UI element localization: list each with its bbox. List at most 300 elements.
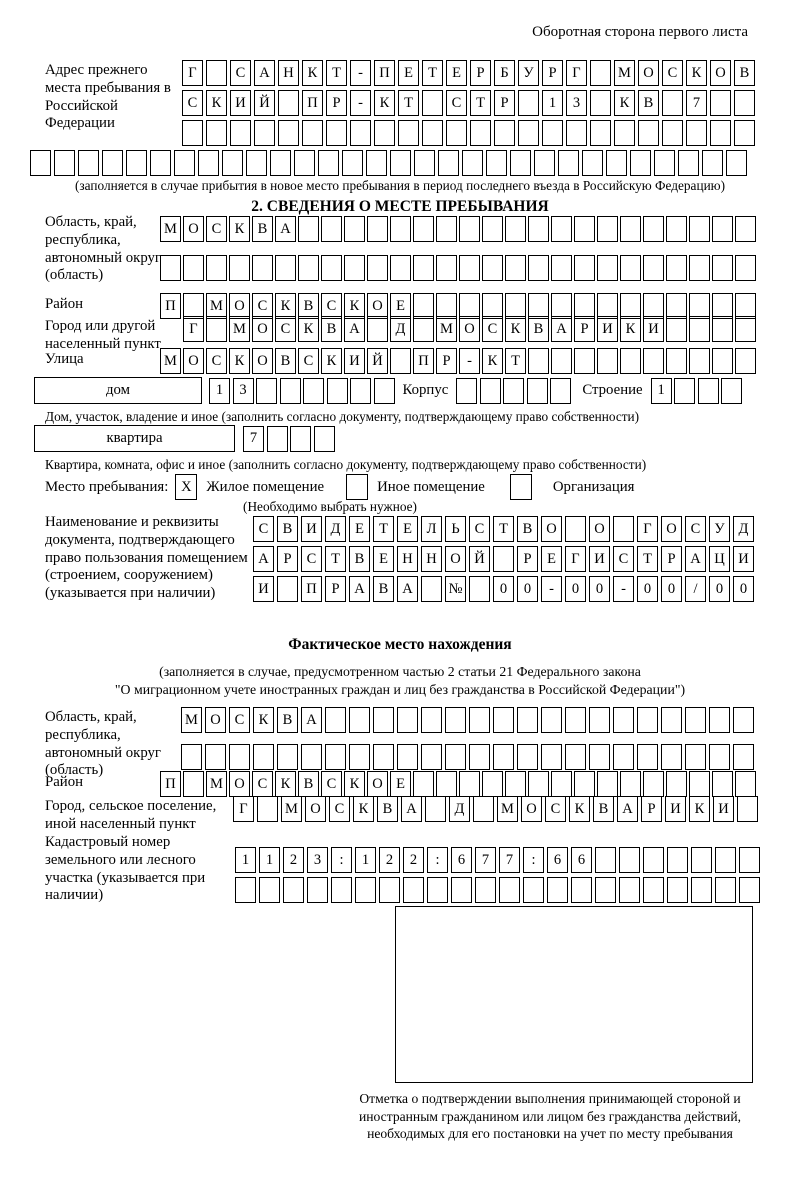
- char-cell: [183, 255, 204, 281]
- char-cell: [739, 847, 760, 873]
- ulitsa-label: Улица: [45, 351, 84, 367]
- char-cell: Р: [277, 546, 298, 572]
- apartment-number-cells: [243, 426, 335, 452]
- char-cell: Е: [373, 546, 394, 572]
- char-cell: М: [206, 293, 227, 319]
- char-cell: Р: [326, 90, 347, 116]
- char-cell: П: [374, 60, 395, 86]
- char-cell: [462, 150, 483, 176]
- char-cell: [421, 744, 442, 770]
- house-note: Дом, участок, владение и иное (заполнить согласно документу, подтверждающему право собственности): [45, 409, 640, 424]
- char-cell: [734, 90, 755, 116]
- char-cell: [325, 744, 346, 770]
- char-cell: [551, 255, 572, 281]
- char-cell: Д: [733, 516, 754, 542]
- char-cell: [229, 744, 250, 770]
- fact-note-line2: "О миграционном учете иностранных граждан и лиц без гражданства в Российской Федерации"): [114, 682, 686, 697]
- char-cell: О: [183, 216, 204, 242]
- char-cell: П: [301, 576, 322, 602]
- char-cell: [277, 576, 298, 602]
- char-cell: М: [229, 316, 250, 342]
- char-cell: [259, 877, 280, 903]
- char-cell: [517, 744, 538, 770]
- kadastr-label: Кадастровый номер земельного или лесного участка (указывается при наличии): [45, 834, 206, 904]
- prev-address-label: Адрес прежнего места пребывания в Российской Федерации: [45, 62, 171, 132]
- char-cell: Е: [390, 771, 411, 797]
- char-cell: Т: [637, 546, 658, 572]
- char-cell: [318, 150, 339, 176]
- char-cell: [427, 877, 448, 903]
- char-cell: [469, 707, 490, 733]
- char-cell: С: [301, 546, 322, 572]
- char-cell: Е: [397, 516, 418, 542]
- char-cell: 7: [499, 847, 520, 873]
- raion-label: Район: [45, 296, 84, 312]
- char-cell: К: [614, 90, 635, 116]
- char-cell: [571, 877, 592, 903]
- char-cell: Г: [183, 316, 204, 342]
- char-grid-row: [235, 877, 760, 903]
- char-cell: И: [253, 576, 274, 602]
- char-cell: [597, 771, 618, 797]
- char-cell: Т: [493, 516, 514, 542]
- char-cell: [446, 120, 467, 146]
- char-cell: С: [662, 60, 683, 86]
- char-cell: К: [229, 216, 250, 242]
- char-cell: [403, 877, 424, 903]
- char-cell: [206, 60, 227, 86]
- char-cell: О: [252, 348, 273, 374]
- char-cell: М: [160, 348, 181, 374]
- char-cell: [493, 744, 514, 770]
- char-cell: Р: [325, 576, 346, 602]
- char-cell: [54, 150, 75, 176]
- stroenie-label: Строение: [582, 382, 643, 398]
- page-side-note: Оборотная сторона первого листа: [532, 24, 748, 40]
- char-cell: [367, 216, 388, 242]
- char-cell: [327, 378, 348, 404]
- char-cell: О: [445, 546, 466, 572]
- char-cell: :: [427, 847, 448, 873]
- fact-raion-label: Район: [45, 774, 84, 790]
- char-cell: [373, 744, 394, 770]
- char-cell: [712, 216, 733, 242]
- char-cell: А: [685, 546, 706, 572]
- char-cell: [182, 120, 203, 146]
- char-cell: А: [397, 576, 418, 602]
- char-cell: О: [205, 707, 226, 733]
- ulitsa-grid: [160, 348, 756, 374]
- char-cell: К: [505, 316, 526, 342]
- char-cell: [421, 576, 442, 602]
- char-cell: [235, 877, 256, 903]
- char-cell: [590, 60, 611, 86]
- char-cell: О: [367, 293, 388, 319]
- char-cell: [342, 150, 363, 176]
- char-cell: [551, 348, 572, 374]
- char-cell: Н: [421, 546, 442, 572]
- char-cell: Р: [661, 546, 682, 572]
- char-cell: [620, 348, 641, 374]
- char-cell: [254, 120, 275, 146]
- char-cell: [344, 255, 365, 281]
- char-cell: А: [617, 796, 638, 822]
- char-cell: [518, 90, 539, 116]
- char-cell: [661, 744, 682, 770]
- char-cell: [528, 348, 549, 374]
- char-cell: [590, 120, 611, 146]
- char-cell: К: [689, 796, 710, 822]
- house-box: дом: [34, 377, 202, 404]
- apartment-row: [34, 425, 335, 452]
- char-cell: Р: [542, 60, 563, 86]
- char-cell: С: [182, 90, 203, 116]
- char-cell: Р: [494, 90, 515, 116]
- char-cell: [662, 90, 683, 116]
- char-cell: [712, 771, 733, 797]
- char-cell: С: [229, 707, 250, 733]
- checkbox-organization: [510, 474, 532, 500]
- char-cell: А: [551, 316, 572, 342]
- char-cell: Ц: [709, 546, 730, 572]
- char-cell: Е: [390, 293, 411, 319]
- korpus-label: Корпус: [402, 382, 449, 398]
- char-cell: [643, 255, 664, 281]
- char-cell: 0: [493, 576, 514, 602]
- char-cell: Д: [449, 796, 470, 822]
- char-cell: И: [344, 348, 365, 374]
- char-cell: [181, 744, 202, 770]
- char-cell: [737, 796, 758, 822]
- oblast-grid: [160, 216, 756, 281]
- char-cell: Т: [326, 60, 347, 86]
- char-cell: 2: [379, 847, 400, 873]
- char-cell: [421, 707, 442, 733]
- char-cell: [278, 120, 299, 146]
- char-cell: С: [298, 348, 319, 374]
- char-cell: О: [521, 796, 542, 822]
- prev-address-overflow-row: [30, 150, 747, 176]
- char-cell: Т: [422, 60, 443, 86]
- char-cell: К: [374, 90, 395, 116]
- char-cell: [550, 378, 571, 404]
- char-cell: [505, 216, 526, 242]
- char-cell: [246, 150, 267, 176]
- char-cell: [638, 120, 659, 146]
- char-cell: 0: [565, 576, 586, 602]
- char-cell: 1: [651, 378, 672, 404]
- char-cell: [630, 150, 651, 176]
- char-cell: [597, 216, 618, 242]
- char-cell: К: [206, 90, 227, 116]
- char-cell: И: [713, 796, 734, 822]
- char-cell: [469, 744, 490, 770]
- char-cell: Е: [349, 516, 370, 542]
- char-cell: [733, 744, 754, 770]
- char-cell: [528, 216, 549, 242]
- char-cell: [712, 316, 733, 342]
- char-cell: [510, 150, 531, 176]
- char-cell: [619, 847, 640, 873]
- char-cell: 1: [355, 847, 376, 873]
- char-cell: С: [685, 516, 706, 542]
- char-cell: [666, 255, 687, 281]
- apartment-note: Квартира, комната, офис и иное (заполнить согласно документу, подтверждающему право собственности): [45, 457, 647, 472]
- char-cell: А: [275, 216, 296, 242]
- char-cell: 6: [571, 847, 592, 873]
- char-cell: [735, 255, 756, 281]
- char-cell: [712, 255, 733, 281]
- char-cell: В: [638, 90, 659, 116]
- char-cell: [413, 771, 434, 797]
- char-cell: Н: [397, 546, 418, 572]
- char-cell: О: [638, 60, 659, 86]
- char-cell: [298, 255, 319, 281]
- char-cell: [222, 150, 243, 176]
- char-cell: -: [459, 348, 480, 374]
- char-cell: С: [253, 516, 274, 542]
- char-cell: [379, 877, 400, 903]
- char-cell: И: [589, 546, 610, 572]
- char-cell: А: [401, 796, 422, 822]
- char-cell: [344, 216, 365, 242]
- char-cell: О: [367, 771, 388, 797]
- char-cell: 7: [475, 847, 496, 873]
- char-cell: К: [353, 796, 374, 822]
- fact-oblast-grid: [181, 707, 754, 770]
- char-cell: К: [686, 60, 707, 86]
- char-cell: [355, 877, 376, 903]
- char-cell: [637, 744, 658, 770]
- char-cell: [499, 877, 520, 903]
- char-cell: В: [321, 316, 342, 342]
- char-cell: [619, 877, 640, 903]
- char-cell: [613, 744, 634, 770]
- char-cell: [620, 771, 641, 797]
- char-cell: М: [181, 707, 202, 733]
- char-cell: [565, 744, 586, 770]
- char-cell: Й: [254, 90, 275, 116]
- char-cell: [366, 150, 387, 176]
- char-cell: [229, 255, 250, 281]
- char-cell: С: [252, 293, 273, 319]
- char-cell: [205, 744, 226, 770]
- char-cell: И: [733, 546, 754, 572]
- char-cell: [674, 378, 695, 404]
- char-cell: [390, 216, 411, 242]
- char-cell: [643, 348, 664, 374]
- char-cell: В: [734, 60, 755, 86]
- char-cell: Е: [541, 546, 562, 572]
- char-cell: [493, 707, 514, 733]
- char-cell: [503, 378, 524, 404]
- char-cell: [551, 771, 572, 797]
- char-cell: К: [275, 293, 296, 319]
- char-cell: [689, 771, 710, 797]
- char-cell: И: [665, 796, 686, 822]
- char-cell: 3: [566, 90, 587, 116]
- option-residential-label: Жилое помещение: [206, 478, 325, 495]
- char-cell: С: [613, 546, 634, 572]
- char-cell: В: [277, 516, 298, 542]
- char-cell: [735, 771, 756, 797]
- char-cell: 0: [733, 576, 754, 602]
- house-number-cells: [209, 378, 395, 404]
- char-cell: [589, 707, 610, 733]
- char-cell: [398, 120, 419, 146]
- char-cell: [558, 150, 579, 176]
- char-cell: М: [614, 60, 635, 86]
- char-cell: [206, 120, 227, 146]
- char-grid-row: [253, 546, 754, 572]
- char-grid-row: [182, 120, 755, 146]
- char-cell: В: [528, 316, 549, 342]
- char-cell: [436, 255, 457, 281]
- char-cell: С: [482, 316, 503, 342]
- char-cell: Й: [469, 546, 490, 572]
- char-cell: [280, 378, 301, 404]
- option-other-premises-label: Иное помещение: [377, 478, 485, 495]
- char-cell: М: [160, 216, 181, 242]
- char-cell: К: [298, 316, 319, 342]
- char-cell: Ь: [445, 516, 466, 542]
- char-cell: [475, 877, 496, 903]
- char-cell: [486, 150, 507, 176]
- char-cell: Г: [566, 60, 587, 86]
- char-cell: [654, 150, 675, 176]
- char-cell: [689, 316, 710, 342]
- char-grid-row: [181, 707, 754, 733]
- char-cell: [102, 150, 123, 176]
- char-cell: 1: [259, 847, 280, 873]
- char-cell: [473, 796, 494, 822]
- char-cell: [715, 877, 736, 903]
- char-cell: №: [445, 576, 466, 602]
- char-cell: [413, 316, 434, 342]
- char-cell: [298, 216, 319, 242]
- char-grid-row: [181, 744, 754, 770]
- char-cell: А: [254, 60, 275, 86]
- char-cell: А: [253, 546, 274, 572]
- char-cell: [709, 744, 730, 770]
- char-cell: К: [275, 771, 296, 797]
- char-cell: Г: [233, 796, 254, 822]
- char-cell: С: [321, 771, 342, 797]
- char-cell: [589, 744, 610, 770]
- char-cell: [321, 255, 342, 281]
- char-cell: [367, 316, 388, 342]
- char-cell: [661, 707, 682, 733]
- char-cell: Б: [494, 60, 515, 86]
- fact-title: Фактическое место нахождения: [288, 636, 512, 653]
- char-cell: [253, 744, 274, 770]
- char-cell: /: [685, 576, 706, 602]
- char-cell: [307, 877, 328, 903]
- char-cell: В: [298, 293, 319, 319]
- char-cell: [715, 847, 736, 873]
- char-cell: [739, 877, 760, 903]
- char-cell: [256, 378, 277, 404]
- char-cell: [735, 216, 756, 242]
- char-cell: [267, 426, 288, 452]
- char-cell: [666, 316, 687, 342]
- char-cell: О: [541, 516, 562, 542]
- char-cell: [710, 120, 731, 146]
- char-cell: [662, 120, 683, 146]
- checkbox-residential: X: [175, 474, 197, 500]
- char-cell: С: [275, 316, 296, 342]
- house-row: [34, 377, 742, 404]
- fact-gorod-grid: [233, 796, 758, 822]
- char-cell: [480, 378, 501, 404]
- char-cell: П: [413, 348, 434, 374]
- char-cell: [160, 255, 181, 281]
- char-cell: [413, 255, 434, 281]
- char-cell: [438, 150, 459, 176]
- char-cell: П: [302, 90, 323, 116]
- char-cell: [733, 707, 754, 733]
- char-cell: [574, 255, 595, 281]
- option-organization-label: Организация: [552, 478, 635, 495]
- char-cell: Р: [436, 348, 457, 374]
- char-cell: Д: [390, 316, 411, 342]
- char-cell: К: [253, 707, 274, 733]
- char-cell: И: [643, 316, 664, 342]
- char-cell: [574, 216, 595, 242]
- char-cell: [425, 796, 446, 822]
- char-cell: В: [593, 796, 614, 822]
- char-cell: [547, 877, 568, 903]
- char-cell: А: [349, 576, 370, 602]
- char-cell: В: [377, 796, 398, 822]
- fact-raion-grid: [160, 771, 756, 797]
- char-cell: О: [661, 516, 682, 542]
- char-cell: [691, 877, 712, 903]
- char-cell: К: [620, 316, 641, 342]
- char-grid-row: [160, 255, 756, 281]
- char-cell: [689, 255, 710, 281]
- char-cell: Г: [182, 60, 203, 86]
- char-cell: [686, 120, 707, 146]
- char-cell: [459, 255, 480, 281]
- char-cell: [314, 426, 335, 452]
- char-cell: [270, 150, 291, 176]
- stay-type-note: (Необходимо выбрать нужное): [243, 499, 417, 514]
- char-cell: В: [252, 216, 273, 242]
- char-cell: -: [613, 576, 634, 602]
- char-cell: К: [321, 348, 342, 374]
- char-cell: [374, 378, 395, 404]
- char-cell: [321, 216, 342, 242]
- char-cell: [689, 348, 710, 374]
- char-cell: 3: [307, 847, 328, 873]
- char-cell: [597, 348, 618, 374]
- char-cell: М: [436, 316, 457, 342]
- fact-oblast-label: Область, край, республика, автономный округ (область): [45, 709, 161, 779]
- char-cell: [590, 90, 611, 116]
- char-cell: П: [160, 771, 181, 797]
- char-cell: Л: [421, 516, 442, 542]
- gorod-label: Город или другой населенный пункт: [45, 318, 161, 352]
- fact-note-line1: (заполняется в случае, предусмотренном частью 2 статьи 21 Федерального закона: [159, 664, 641, 679]
- char-cell: Г: [565, 546, 586, 572]
- gorod-grid: [183, 316, 756, 342]
- char-cell: К: [569, 796, 590, 822]
- char-cell: 1: [542, 90, 563, 116]
- char-cell: [678, 150, 699, 176]
- char-cell: С: [206, 216, 227, 242]
- char-cell: 0: [661, 576, 682, 602]
